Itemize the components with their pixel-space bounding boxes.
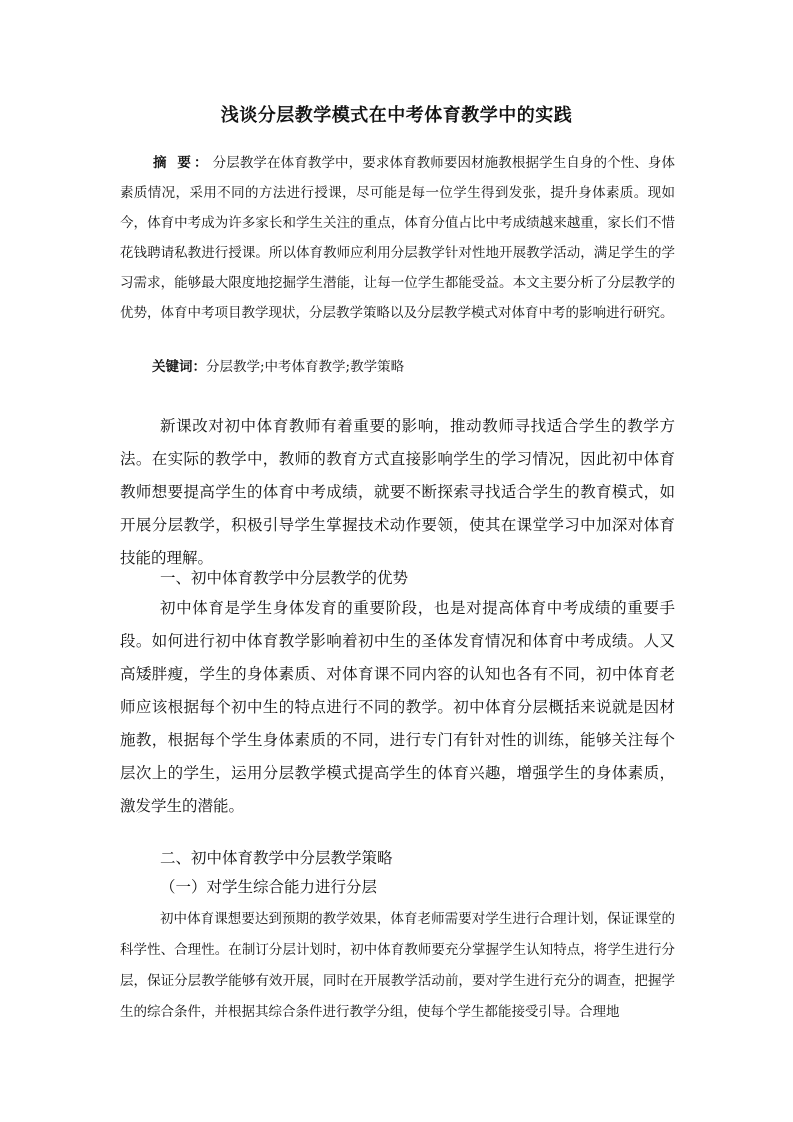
abstract-paragraph (120, 148, 675, 328)
advantages-paragraph: 初中体育是学生身体发育的重要阶段，也是对提高体育中考成绩的重要手段。如何进行初中体育教学影响着初中生的圣体发育情况和体育中考成绩。人又高矮胖瘦，学生的身体素质、对体育课不同内容的认知也各有不同，初中体育老师应该根据每个初中生的特点进行不同的教学。初中体育分层概括来说就是因材施教，根据每个学生身体素质的不同，进行专门有针对性的训练，能够关注每个层次上的学生，运用分层教学模式提高学生的体育兴趣，增强学生的身体素质，激发学生的潜能。 (120, 599, 675, 815)
keywords-label: 关键词： (152, 359, 206, 375)
section-heading-advantages: 一、初中体育教学中分层教学的优势 (160, 569, 409, 587)
intro-paragraph: 新课改对初中体育教师有着重要的影响，推动教师寻找适合学生的教学方法。在实际的教学中，教师的教育方式直接影响学生的学习情况，因此初中体育教师想要提高学生的体育中考成绩，就要不断探索寻找适合学生的教育模式，如开展分层教学，积极引导学生掌握技术动作要领，使其在课堂学习中加深对体育技能的理解。 (120, 417, 675, 567)
paper-title: 浅谈分层教学模式在中考体育教学中的实践 (220, 105, 573, 126)
keywords-text: 分层教学;中考体育教学;教学策略 (206, 359, 405, 375)
ability-layering-paragraph: 初中体育课想要达到预期的教学效果，体育老师需要对学生进行合理计划，保证课堂的科学性、合理性。在制订分层计划时，初中体育教师要充分掌握学生认知特点，将学生进行分层，保证分层教学能够有效开展，同时在开展教学活动前，要对学生进行充分的调查，把握学生的综合条件，并根据其综合条件进行教学分组，使每个学生都能接受引导。合理地 (120, 911, 675, 1020)
abstract-text: 分层教学在体育教学中，要求体育教师要因材施教根据学生自身的个性、身体素质情况，采用不同的方法进行授课，尽可能是每一位学生得到发张，提升身体素质。现如今，体育中考成为许多家长和学生关注的重点，体育分值占比中考成绩越来越重，家长们不惜花钱聘请私教进行授课。所以体育教师应利用分层教学针对性地开展教学活动，满足学生的学习需求，能够最大限度地挖掘学生潜能，让每一位学生都能受益。本文主要分析了分层教学的优势，体育中考项目教学现状，分层教学策略以及分层教学模式对体育中考的影响进行研究。 (120, 155, 676, 321)
section-heading-strategies: 二、初中体育教学中分层教学策略 (160, 849, 393, 867)
abstract-label: 摘 要： (153, 155, 211, 171)
subsection-heading-ability-layering: （一）对学生综合能力进行分层 (160, 878, 378, 896)
keywords-line (152, 354, 672, 380)
